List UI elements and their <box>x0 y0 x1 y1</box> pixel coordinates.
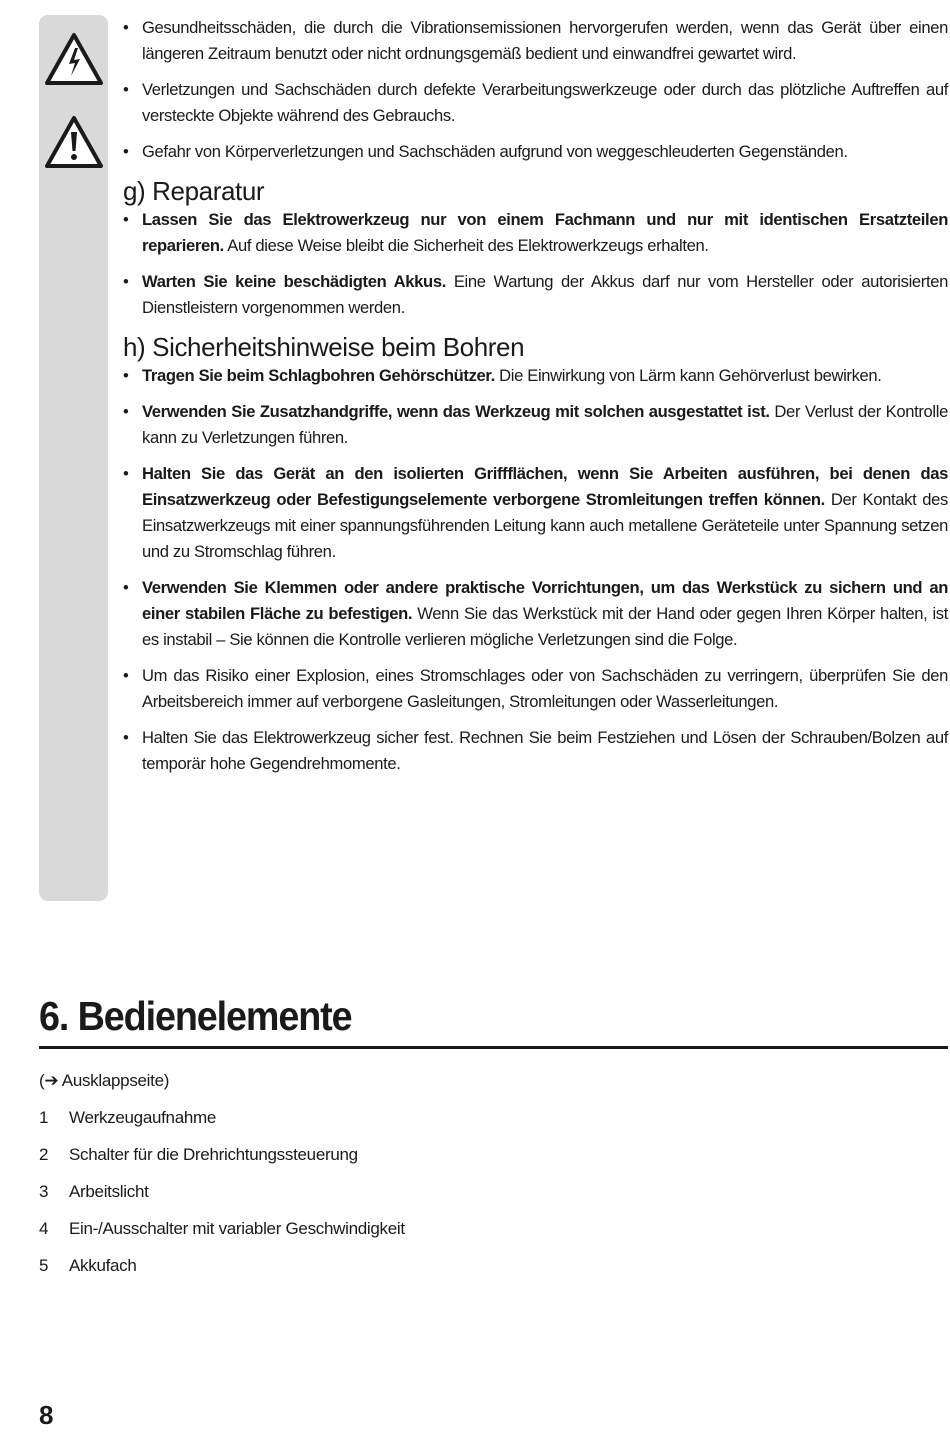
foldout-reference: (➔ Ausklappseite) <box>39 1071 170 1090</box>
control-part-item <box>39 1145 948 1165</box>
bullet-item <box>123 461 948 565</box>
part-label: Arbeitslicht <box>69 1182 149 1201</box>
part-label: Akkufach <box>69 1256 137 1275</box>
part-label: Werkzeugaufnahme <box>69 1108 217 1127</box>
section-6-heading: 6. Bedienelemente <box>39 993 352 1039</box>
bullet-text: Halten Sie das Elektrowerkzeug sicher fest. Rechnen Sie beim Festziehen und Lösen der Schrauben/Bolzen auf temporär hohe Gegendrehmomente. <box>142 728 948 773</box>
part-number: 4 <box>39 1219 49 1238</box>
part-label: Ein-/Ausschalter mit variabler Geschwindigkeit <box>69 1219 405 1238</box>
high-voltage-warning-icon <box>44 32 104 86</box>
control-part-item <box>39 1256 948 1276</box>
bullet-item <box>123 269 948 321</box>
part-number: 1 <box>39 1108 49 1127</box>
bullet-text: Gesundheitsschäden, die durch die Vibrationsemissionen hervorgerufen werden, wenn das Gerät über einen längeren Zeitraum benutzt oder nicht ordnungsgemäß bedient und einwandfrei gewartet wird. <box>142 18 948 63</box>
bullet-item <box>123 77 948 129</box>
bullet-text: Der Kontakt des Einsatzwerkzeugs mit einer spannungsführenden Leitung kann auch metallene Geräteteile unter Spannung setzen und zu Stromschlag führen. <box>142 490 949 561</box>
page-number: 8 <box>39 1400 53 1430</box>
bullet-text: Verletzungen und Sachschäden durch defekte Verarbeitungswerkzeuge oder durch das plötzliche Auftreffen auf versteckte Objekte während des Gebrauchs. <box>142 80 948 125</box>
bullet-text: Wenn Sie das Werkstück mit der Hand oder gegen Ihren Körper halten, ist es instabil – Sie können die Kontrolle verlieren mögliche Verletzungen sind die Folge. <box>142 604 948 649</box>
bullet-text: Der Verlust der Kontrolle kann zu Verletzungen führen. <box>142 402 948 447</box>
section-h-bullet-list <box>123 363 948 777</box>
bullet-text: Die Einwirkung von Lärm kann Gehörverlust bewirken. <box>494 366 882 385</box>
bullet-item <box>123 663 948 715</box>
section-g-heading: g) Reparatur <box>123 176 265 206</box>
general-warning-icon <box>44 115 104 169</box>
control-part-item <box>39 1108 948 1128</box>
bullet-bold-text: Tragen Sie beim Schlagbohren Gehörschützer. <box>142 366 495 385</box>
control-part-item <box>39 1182 948 1202</box>
part-label: Schalter für die Drehrichtungssteuerung <box>69 1145 358 1164</box>
bullet-item <box>123 725 948 777</box>
part-number: 2 <box>39 1145 49 1164</box>
section-h-heading: h) Sicherheitshinweise beim Bohren <box>123 332 525 362</box>
bullet-item <box>123 15 948 67</box>
warning-sidebar <box>39 15 108 901</box>
bullet-text: Um das Risiko einer Explosion, eines Stromschlages oder von Sachschäden zu verringern, überprüfen Sie den Arbeitsbereich immer auf verborgene Gasleitungen, Stromleitungen oder Wasserleitungen. <box>142 666 948 711</box>
bullet-item <box>123 399 948 451</box>
bullet-item <box>123 207 948 259</box>
bullet-bold-text: Halten Sie das Gerät an den isolierten Griffflächen, wenn Sie Arbeiten ausführen, bei denen das Einsatzwerkzeug oder Befestigungselemente verborgene Stromleitungen treffen können. <box>142 464 948 509</box>
bullet-item <box>123 363 948 389</box>
bullet-item <box>123 575 948 653</box>
part-number: 3 <box>39 1182 49 1201</box>
bullet-text: Gefahr von Körperverletzungen und Sachschäden aufgrund von weggeschleuderten Gegenständen. <box>142 142 848 161</box>
bullet-bold-text: Lassen Sie das Elektrowerkzeug nur von einem Fachmann und nur mit identischen Ersatzteilen reparieren. <box>142 210 948 255</box>
bullet-bold-text: Verwenden Sie Klemmen oder andere praktische Vorrichtungen, um das Werkstück zu sichern und an einer stabilen Fläche zu befestigen. <box>142 578 948 623</box>
control-part-item <box>39 1219 948 1239</box>
bullet-text: Eine Wartung der Akkus darf nur vom Hersteller oder autorisierten Dienstleistern vorgenommen werden. <box>142 272 948 317</box>
bullet-item <box>123 139 948 165</box>
bullet-bold-text: Verwenden Sie Zusatzhandgriffe, wenn das Werkzeug mit solchen ausgestattet ist. <box>142 402 770 421</box>
safety-content <box>123 15 948 787</box>
control-parts-list <box>39 1108 948 1276</box>
part-number: 5 <box>39 1256 49 1275</box>
heading-rule <box>39 1046 948 1049</box>
intro-bullet-list <box>123 15 948 165</box>
section-g-bullet-list <box>123 207 948 321</box>
section-6-controls <box>39 990 948 1276</box>
bullet-text: Auf diese Weise bleibt die Sicherheit des Elektrowerkzeugs erhalten. <box>223 236 709 255</box>
bullet-bold-text: Warten Sie keine beschädigten Akkus. <box>142 272 446 291</box>
